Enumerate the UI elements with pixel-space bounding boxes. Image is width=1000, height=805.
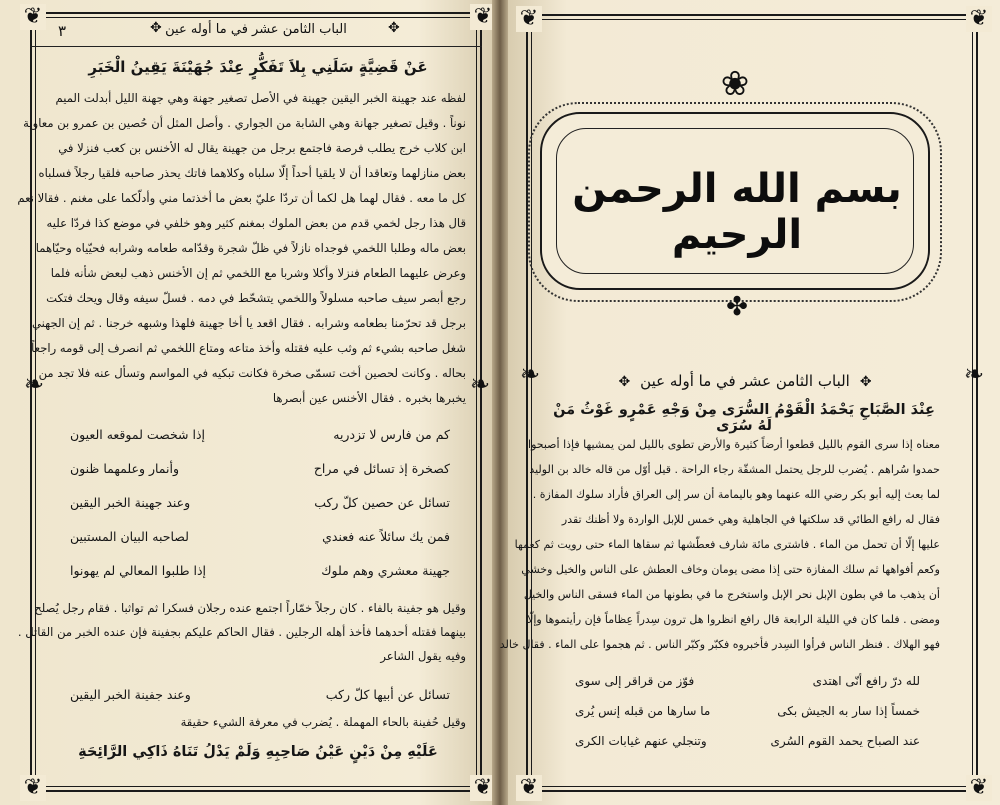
- page-number: ٣: [58, 22, 67, 40]
- side-ornament-icon: ❧: [470, 370, 491, 398]
- side-ornament-icon: ❧: [964, 360, 985, 388]
- text-line: فهو الهلاك . فنظر الناس فرأوا السِدر فأخبروه فكبّر وكبّر الناس . ثم هجموا على الماء . فقال خالد: [499, 638, 940, 651]
- text-line: وقيل هو جفينة بالفاء . كان رجلاً خمّاراً اجتمع عنده رجلان فسكرا ثم تواثبا . فقام رجل يُصلح: [34, 601, 466, 615]
- commentary-block: [50, 710, 466, 734]
- corner-ornament-icon: ❦: [20, 775, 46, 801]
- corner-ornament-icon: ❦: [470, 775, 496, 801]
- verse-hemistich: جهينة معشري وهم ملوك: [321, 563, 450, 578]
- text-line: لما بعث إليه أبو بكر رضي الله عنهما وهو باليمامة أن سر إلى العراق فأراد سلوك المفازة .: [532, 488, 940, 501]
- text-line: بحاله . وكانت لحصين أخت تسمّى صخرة فكانت تبكيه في المواسم وتسأل عنه فلا تجد من: [38, 366, 466, 380]
- commentary-block: [17, 596, 466, 668]
- verse-row: [70, 554, 450, 588]
- chapter-title-text: الباب الثامن عشر في ما أوله عين: [640, 372, 850, 390]
- basmala-text: بسم الله الرحمن الرحيم: [572, 166, 902, 258]
- verse-hemistich: كم من فارس لا تزدريه: [333, 427, 450, 442]
- text-line: وكعم أفواهها ثم سلك المفازة حتى إذا مضى يومان وخاف العطش على الناس والخيل وخشي: [521, 563, 940, 576]
- text-line: أن يذهب ما في بطون الإبل نحر الإبل واستخرج ما في بطونها من الماء فسقى الناس والخيل: [523, 588, 940, 601]
- verse-hemistich: لصاحبه البيان المستبين: [70, 529, 189, 544]
- text-line: وقيل حُفينة بالحاء المهملة . يُضرب في معرفة الشيء حقيقة: [180, 715, 466, 729]
- title-ornament-icon: ✥: [859, 374, 872, 390]
- corner-ornament-icon: ❦: [516, 6, 542, 32]
- corner-ornament-icon: ❦: [966, 6, 992, 32]
- verse-hemistich: خمساً إذا سار به الجيش بكى: [777, 704, 920, 718]
- running-header: [30, 16, 482, 47]
- verse-hemistich: وعند جهينة الخبر اليقين: [70, 495, 191, 510]
- text-line: رجع أبصر سيف صاحبه مسلولاً واللخمي يتشحّط في دمه . فسلّ سيفه وقال ويحك فتكت: [46, 291, 466, 305]
- verse-row: [70, 452, 450, 486]
- text-line: بعض منازلهما وتعاقدا أن لا يلقيا أحداً إلّا سلباه وكلاهما فاتك يحذر صاحبه فلقيا رجلاً فسلباه: [38, 166, 466, 180]
- text-line: وفيه يقول الشاعر: [380, 649, 466, 663]
- left-page: [0, 0, 492, 805]
- verse-row: [70, 520, 450, 554]
- text-line: برجل قد تحرّمنا بطعامه وشرابه . فقال اقعد يا أخا جهينة فلهذا وشبهه خرجنا . ثم إن الجهني: [31, 316, 466, 330]
- crown-ornament-icon: ❀: [720, 64, 750, 104]
- proverb-heading: عِنْدَ الصَّبَاحِ يَحْمَدُ الْقَوْمُ السُّرَى مِنْ وَجْهِ عَمْرٍو غَوْثُ مَنْ لَهُ سُرَى: [553, 402, 935, 434]
- text-line: نوناً . وقيل تصغير جهانة وهي الشابة من الجواري . وأصل المثل أن حُصين بن عمرو بن معاوية: [23, 116, 466, 130]
- verse-hemistich: تسائل عن أبيها كلّ ركب: [325, 687, 450, 702]
- verse-hemistich: فمن يك سائلاً عنه فعندي: [322, 529, 450, 544]
- verse-hemistich: إذا شخصت لموقعه العيون: [70, 427, 206, 442]
- running-head-title: الباب الثامن عشر في ما أوله عين: [165, 22, 347, 37]
- verse-row: [575, 696, 920, 726]
- verse-row: [575, 726, 920, 756]
- finial-ornament-icon: ✤: [726, 292, 748, 322]
- verse-row: [70, 680, 450, 710]
- text-line: قال هذا رجل لخمي قدم من بعض الملوك بمغنم كثير وهو خلفي في موضع كذا فردّا عليه: [46, 216, 466, 230]
- corner-ornament-icon: ❦: [470, 4, 496, 30]
- verse-hemistich: فوّز من قراقر إلى سوى: [575, 674, 695, 688]
- commentary-block: [499, 432, 940, 657]
- text-line: وعرض عليهما الطعام فنزلا وأكلا وشربا مع اللخمي ثم إن الأخنس ذهب لبعض شأنه فلما: [50, 266, 466, 280]
- verse-hemistich: إذا طلبوا المعالي لم يهونوا: [70, 563, 207, 578]
- verse-hemistich: تسائل عن حصين كلّ ركب: [314, 495, 450, 510]
- text-line: معناه إذا سرى القوم بالليل قطعوا أرضاً كثيرة والأرض تطوى بالليل لمن يمشيها فإذا أصبحوا: [528, 438, 940, 451]
- text-line: فقال له رافع الطائي قد سلكتها في الجاهلية وهي خمس للإبل الواردة ولا أظنك تقدر: [561, 513, 940, 526]
- title-ornament-icon: ✥: [618, 374, 631, 390]
- corner-ornament-icon: ❦: [20, 4, 46, 30]
- chapter-title: [540, 372, 950, 390]
- poem-block: [70, 418, 450, 588]
- side-ornament-icon: ❧: [520, 360, 541, 388]
- text-line: لفظه عند جهينة الخبر اليقين جهينة في الأصل تصغير جهنة وهي جهنة الليل أبدلت الميم: [55, 91, 466, 105]
- basmala-cartouche: [540, 112, 930, 290]
- text-line: شغل صاحبه بشيء ثم وثب عليه فقتله وأخذ متاعه ومتاع اللخمي ثم انصرف إلى قومه راجعاً: [31, 341, 466, 355]
- verse-row: [70, 418, 450, 452]
- verse-hemistich: وتنجلي عنهم غيابات الكرى: [575, 734, 707, 748]
- verse-hemistich: كصخرة إذ تسائل في مراح: [313, 461, 450, 476]
- corner-ornament-icon: ❦: [966, 775, 992, 801]
- verse-row: [70, 486, 450, 520]
- text-line: يخبرها بخبره . فقال الأخنس عين أبصرها: [272, 391, 466, 405]
- proverb-heading: عَنْ قَضِيَّةٍ سَلَنِي بِلاَ تَفَكُّرٍ عِنْدَ جُهَيْنَةَ يَقِينُ الْخَبَرِ: [88, 58, 428, 76]
- text-line: بعض ماله وطلبا اللخمي فوجداه نازلاً في ظلّ شجرة وقدّامه طعامه وشرابه فحيّياه وحيّاهما: [35, 241, 466, 255]
- poem-block: [575, 666, 920, 756]
- text-line: بينهما فقتله أحدهما فأخذ أهله الرجلين . فقال الحاكم عليكم بجفينة فإن عنده الخبر من القاتل .: [17, 625, 466, 639]
- text-line: حمدوا سُراهم . يُضرب للرجل يحتمل المشقّة رجاء الراحة . قيل أوّل من قاله خالد بن الوليد: [529, 463, 940, 476]
- header-ornament-icon: ✥: [150, 20, 162, 36]
- commentary-block: [17, 86, 466, 411]
- book-gutter: [492, 0, 508, 805]
- side-ornament-icon: ❧: [24, 370, 45, 398]
- text-line: عليها إلّا أن تحمل من الماء . فاشترى مائة شارف فعطّشها ثم سقاها الماء حتى رويت ثم كعمها: [514, 538, 940, 551]
- text-line: ومضى . فلما كان في الليلة الرابعة قال رافع انظروا هل ترون سِدراً عِظاماً فإن رأيتموها وإلّا: [527, 613, 940, 626]
- verse-row: [575, 666, 920, 696]
- text-line: ابن كلاب خرج يطلب فرصة فاجتمع برجل من جهينة يقال له الأخنس بن كعب فنزلا في: [58, 141, 466, 155]
- verse-hemistich: وعند جفينة الخبر اليقين: [70, 687, 191, 702]
- verse-hemistich: عند الصباح يحمد القوم السُرى: [770, 734, 920, 748]
- verse-hemistich: وأنمار وعلمهما ظنون: [70, 461, 180, 476]
- header-ornament-icon: ✥: [388, 20, 400, 36]
- poem-block: [70, 680, 450, 710]
- verse-hemistich: لله درّ رافع أنّى اهتدى: [812, 674, 920, 688]
- verse-hemistich: ما سارها من قبله إنس يُرى: [575, 704, 711, 718]
- text-line: كل ما معه . فقال لهما هل لكما أن تردّا عليّ بعض ما أخذتما مني وأدلّكما على مغنم . فقالا نعم: [17, 191, 466, 205]
- corner-ornament-icon: ❦: [516, 775, 542, 801]
- proverb-heading: عَلَيْهِ مِنْ دَيْنٍ عَيْنُ صَاحِبِهِ وَلَمْ يَدْلُ تَنَاهُ ذَاكِي الرَّائِحَةِ: [78, 744, 438, 760]
